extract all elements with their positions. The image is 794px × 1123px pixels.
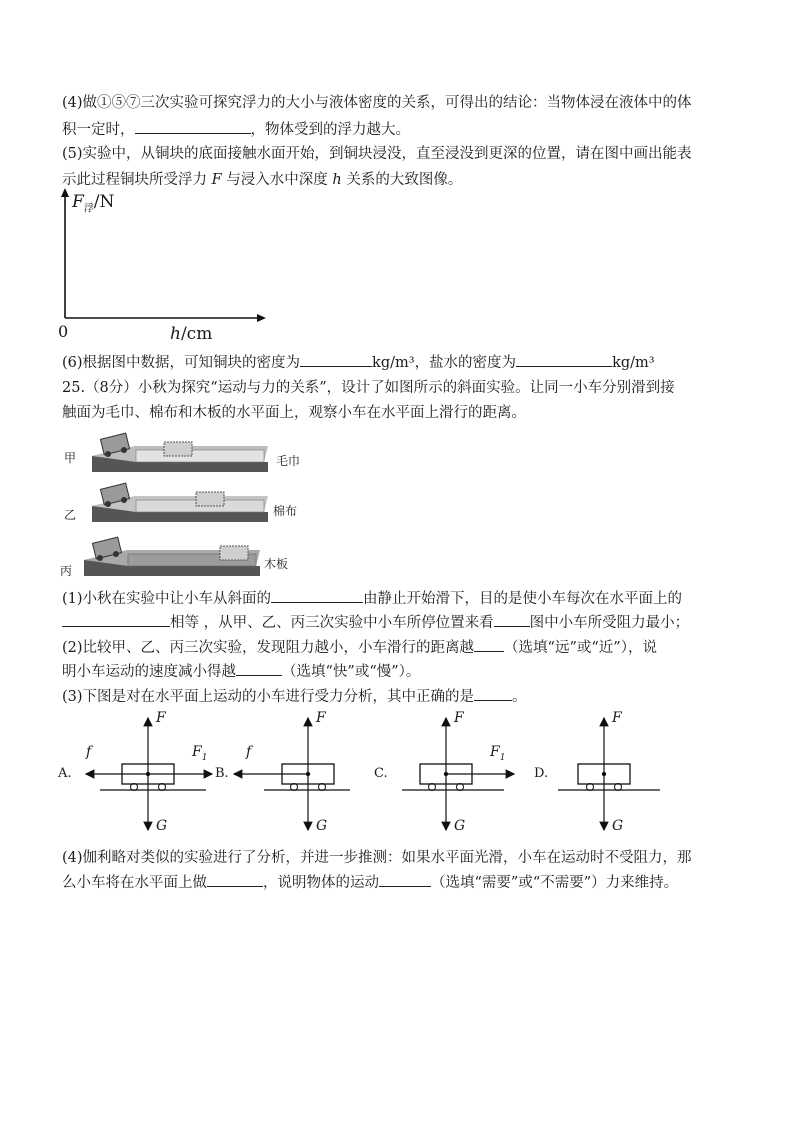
x-axis-h: h: [170, 324, 181, 344]
text: 与浸入水中深度: [221, 172, 333, 188]
y-axis-label: [72, 192, 114, 214]
answer-blank[interactable]: [207, 872, 263, 887]
force-diagrams: [0, 708, 794, 838]
text: (1)小秋在实验中让小车从斜面的: [62, 591, 272, 607]
symbol-h: h: [332, 172, 342, 188]
text: （选填“需要”或“不需要”）力来维持。: [431, 875, 679, 891]
q25-part2-line1: [62, 637, 657, 658]
diagram-a-F1: [192, 744, 207, 763]
ramp-tag-yi: 乙: [64, 508, 77, 522]
surface-label-towel: 毛巾: [276, 454, 301, 468]
symbol-F: F: [211, 172, 222, 188]
ramp-tag-bing: 丙: [60, 564, 73, 578]
diagram-c-F: F: [454, 710, 464, 726]
text: ，说明物体的运动: [263, 875, 379, 891]
q24-part4-line1: (4)做①⑤⑦三次实验可探究浮力的大小与液体密度的关系，可得出的结论：当物体浸在液体中的体: [62, 95, 692, 111]
answer-blank[interactable]: [236, 661, 282, 676]
diagram-a-letter: A.: [58, 766, 72, 781]
answer-blank[interactable]: [379, 872, 431, 887]
q24-part4-line2: [62, 119, 410, 140]
text: （选填“远”或“近”），说: [504, 640, 657, 656]
text: 关系的大致图像。: [341, 172, 463, 188]
F1-symbol: F: [192, 744, 202, 760]
y-axis-arrow: [61, 188, 69, 197]
diagram-c-F1: [490, 744, 505, 763]
text: 。: [512, 689, 527, 705]
diagram-c[interactable]: [402, 718, 514, 830]
diagram-a[interactable]: [86, 718, 212, 830]
diagram-b-G: G: [316, 818, 328, 834]
text: ，物体受到的浮力越大。: [250, 122, 410, 138]
q24-part5-line1: (5)实验中，从铜块的底面接触水面开始，到铜块浸没，直至浸没到更深的位置，请在图中画出能表: [62, 146, 692, 162]
text: kg/m³，盐水的密度为: [372, 355, 517, 371]
y-axis-F: F: [72, 192, 84, 212]
surface-label-wood: 木板: [264, 557, 289, 571]
answer-blank[interactable]: [300, 352, 372, 367]
diagram-d-G: G: [612, 818, 624, 834]
text: 相等 ，从甲、乙、丙三次实验中小车所停位置来看: [170, 615, 494, 631]
diagram-c-G: G: [454, 818, 466, 834]
text: 图中小车所受阻力最小；: [529, 615, 690, 631]
answer-blank[interactable]: [474, 686, 512, 701]
y-axis-unit: /N: [93, 192, 115, 212]
diagram-a-F: F: [156, 710, 166, 726]
ramp-diagram-towel: [88, 428, 273, 476]
answer-blank[interactable]: [271, 588, 363, 603]
text: （选填“快”或“慢”）。: [282, 664, 421, 680]
text: 么小车将在水平面上做: [62, 875, 207, 891]
origin-label: 0: [58, 322, 69, 341]
text: 积一定时，: [62, 122, 135, 138]
y-axis-sub: 浮: [83, 203, 94, 215]
q24-part5-line2: [62, 170, 462, 190]
text: (3)下图是对在水平面上运动的小车进行受力分析，其中正确的是: [62, 689, 475, 705]
answer-blank[interactable]: [494, 612, 530, 627]
text: (2)比较甲、乙、丙三次实验，发现阻力越小，小车滑行的距离越: [62, 640, 475, 656]
diagram-b-f: f: [246, 744, 252, 760]
diagram-d-F: F: [612, 710, 622, 726]
ramp-diagram-cotton: [88, 478, 273, 526]
q25-part1-line2: [62, 612, 689, 633]
q25-part2-line2: [62, 661, 420, 682]
diagram-b-F: F: [316, 710, 326, 726]
answer-blank[interactable]: [135, 119, 251, 134]
answer-blank[interactable]: [474, 637, 504, 652]
diagram-d-letter: D.: [534, 766, 549, 781]
q25-part1-line1: [62, 588, 682, 609]
text: kg/m³: [612, 355, 655, 371]
q25-part4-line2: [62, 872, 678, 893]
answer-blank[interactable]: [516, 352, 612, 367]
x-axis-label: [170, 324, 212, 344]
diagram-c-letter: C.: [374, 766, 388, 781]
text: 明小车运动的速度减小得越: [62, 664, 236, 680]
x-axis-unit: /cm: [180, 324, 213, 344]
F1-sub: 1: [201, 752, 208, 763]
surface-label-cotton: 棉布: [273, 504, 298, 518]
ramp-diagram-wood: [80, 530, 265, 580]
q25-part3: [62, 686, 527, 707]
diagram-b[interactable]: [234, 718, 350, 830]
ramp-tag-jia: 甲: [64, 451, 77, 465]
text: (6)根据图中数据，可知铜块的密度为: [62, 355, 301, 371]
F1-symbol: F: [490, 744, 500, 760]
F1-sub: 1: [499, 752, 506, 763]
diagram-a-G: G: [156, 818, 168, 834]
q25-part4-line1: (4)伽利略对类似的实验进行了分析，并进一步推测：如果水平面光滑，小车在运动时不受阻力，那: [62, 850, 692, 866]
text: 由静止开始滑下，目的是使小车每次在水平面上的: [363, 591, 683, 607]
q24-part6: [62, 352, 655, 373]
diagram-d[interactable]: [558, 718, 660, 830]
text: 示此过程铜块所受浮力: [62, 172, 212, 188]
x-axis-arrow: [257, 314, 266, 322]
answer-blank[interactable]: [62, 612, 170, 627]
q25-intro-line2: 触面为毛巾、棉布和木板的水平面上，观察小车在水平面上滑行的距离。: [62, 405, 526, 421]
q25-intro-line1: 25.（8分）小秋为探究“运动与力的关系”，设计了如图所示的斜面实验。让同一小车分别滑到接: [62, 380, 675, 396]
diagram-b-letter: B.: [215, 766, 229, 781]
diagram-a-f: f: [86, 744, 92, 760]
